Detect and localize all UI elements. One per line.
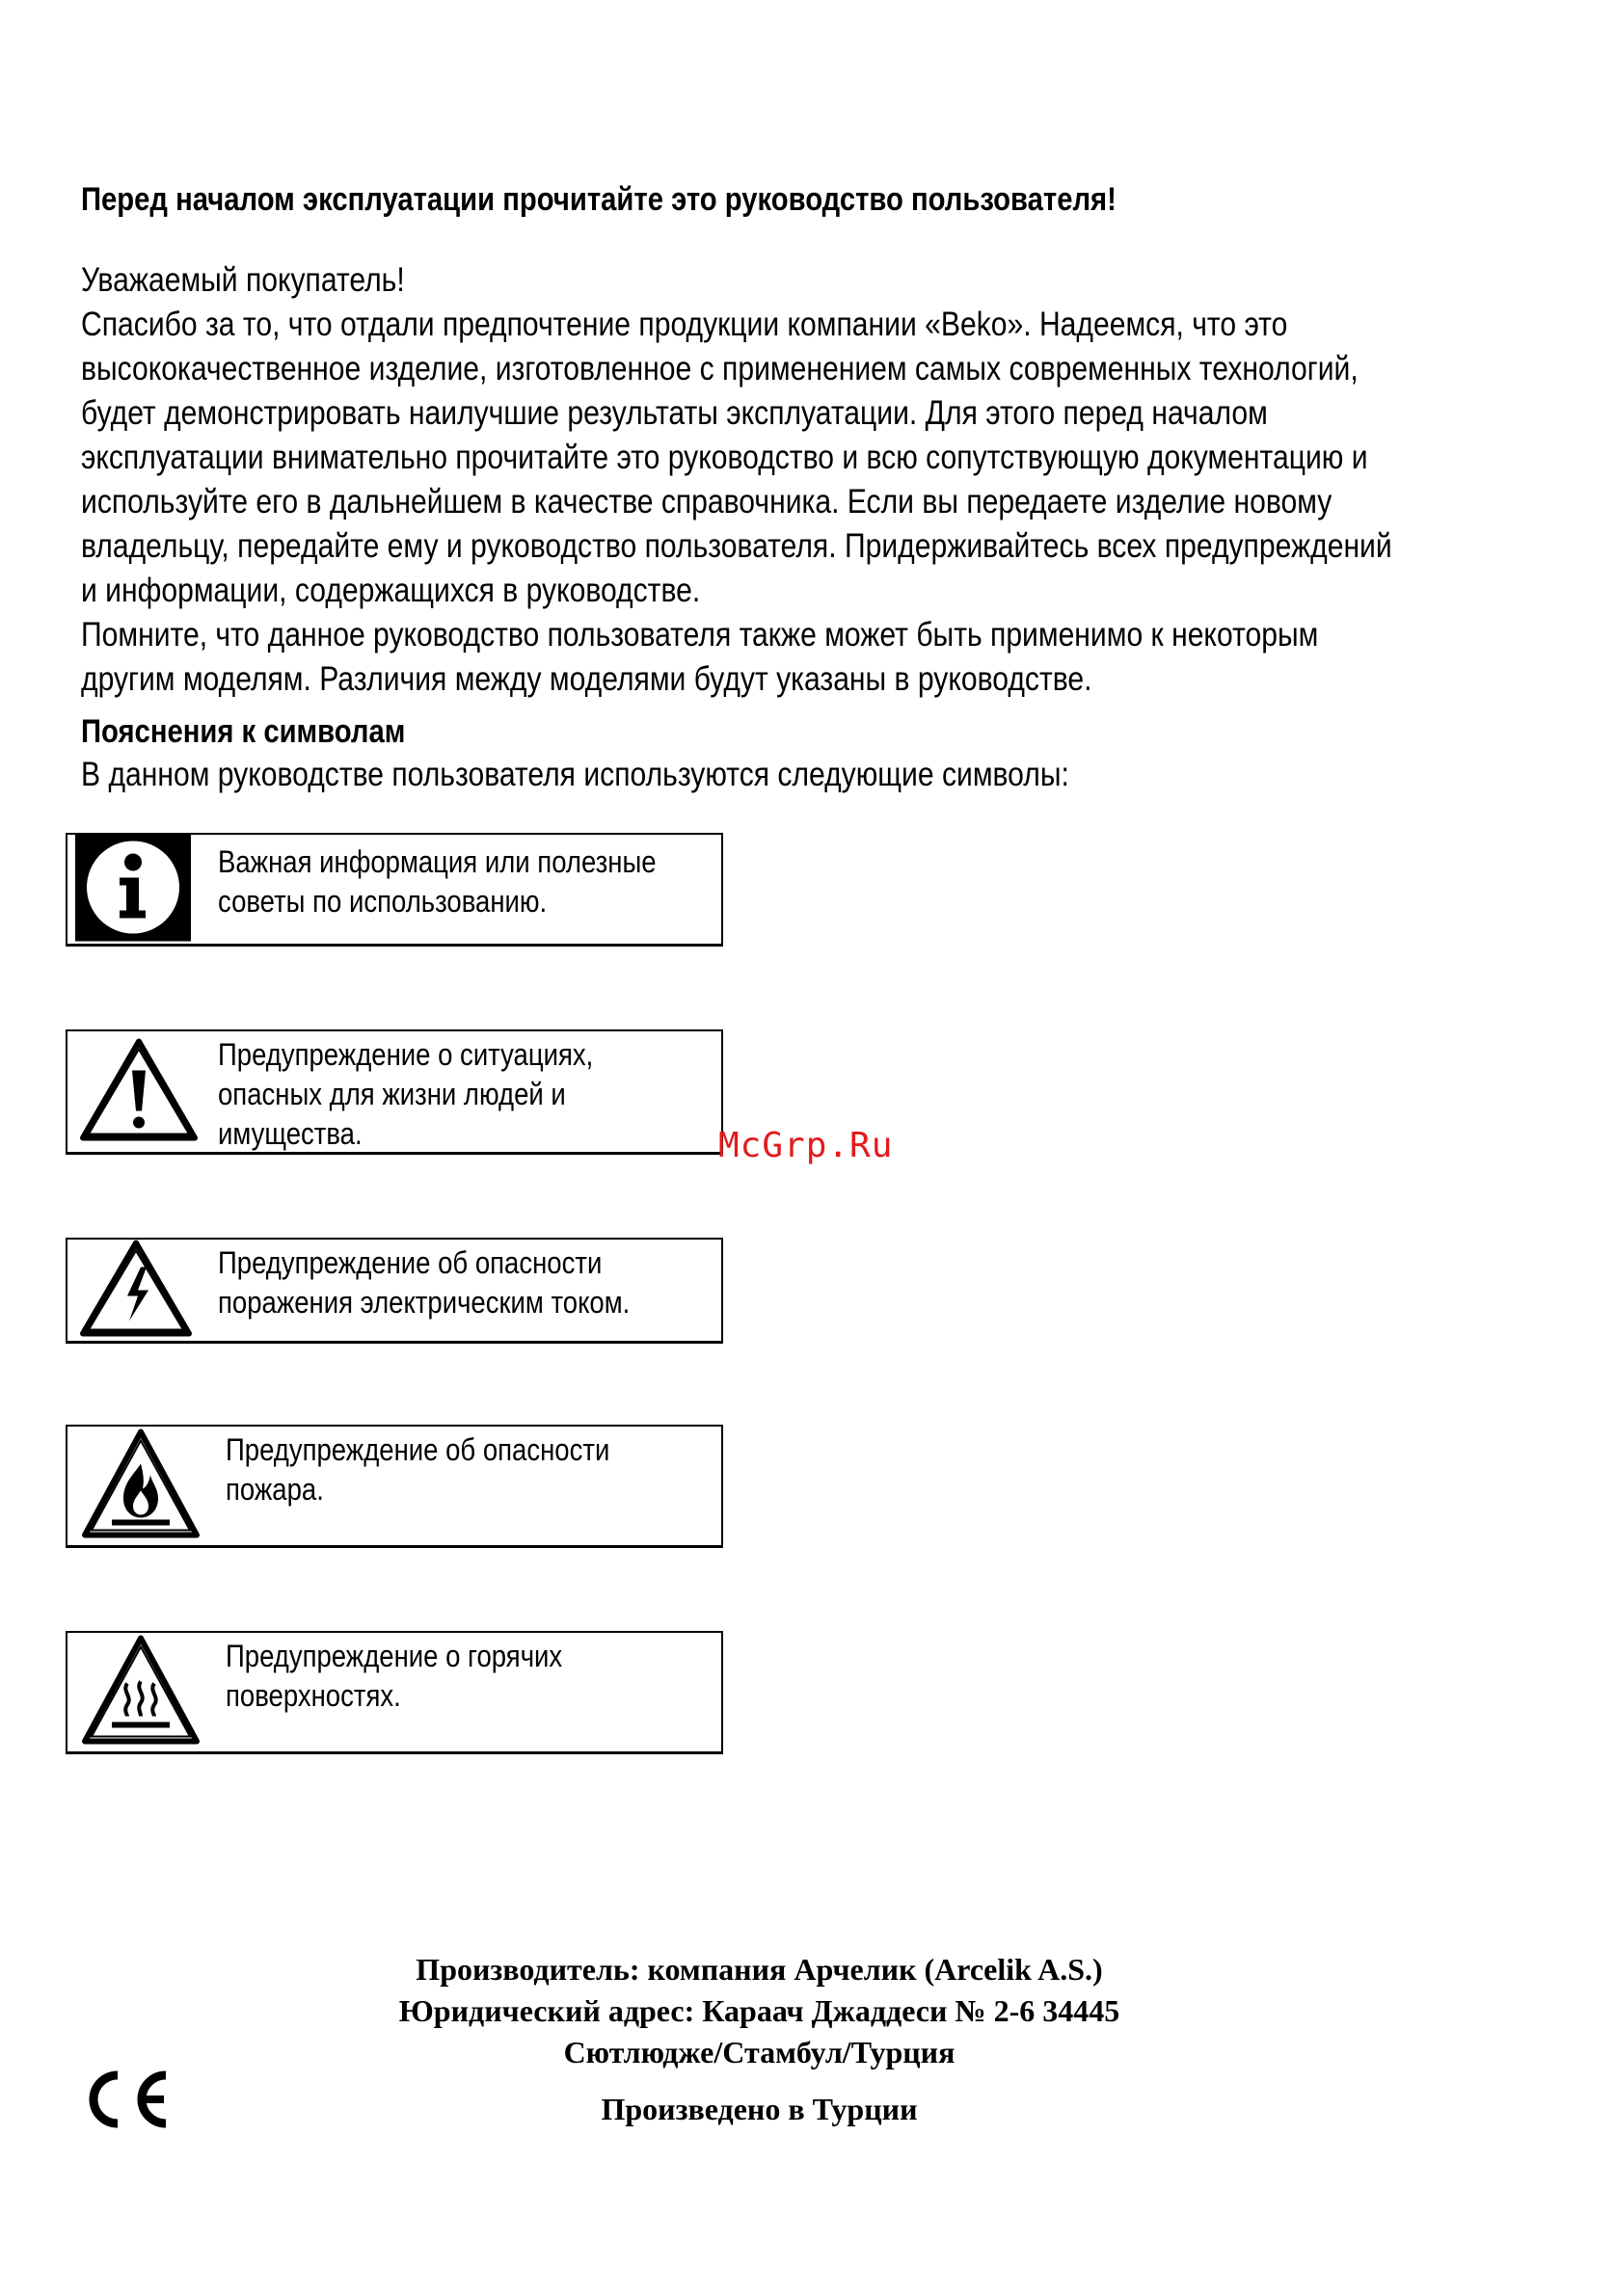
- symbol-text: Предупреждение о горячих поверхностях.: [226, 1639, 563, 1713]
- symbol-text: Предупреждение об опасности поражения электрическим током.: [218, 1245, 631, 1320]
- symbol-box-info: [66, 833, 723, 947]
- footer-line: Сютлюдже/Стамбул/Турция: [563, 2035, 956, 2069]
- intro-line: другим моделям. Различия между моделями будут указаны в руководстве.: [81, 660, 1092, 698]
- page-title: Перед началом эксплуатации прочитайте это руководство пользователя!: [81, 181, 1117, 218]
- warning-exclamation-icon: [77, 1035, 201, 1148]
- symbols-lead: В данном руководстве пользователя используются следующие символы:: [81, 756, 1069, 793]
- intro-line: и информации, содержащихся в руководстве.: [81, 572, 701, 609]
- ce-mark-icon: [77, 2066, 174, 2138]
- symbol-box-electric: [66, 1238, 723, 1344]
- intro-line: используйте его в дальнейшем в качестве справочника. Если вы передаете изделие новому: [81, 483, 1332, 521]
- symbol-text: Предупреждение об опасности пожара.: [226, 1432, 610, 1507]
- intro-line: Уважаемый покупатель!: [81, 261, 405, 299]
- hot-surface-icon: [79, 1633, 202, 1751]
- footer-line: Юридический адрес: Караач Джаддеси № 2-6 34445: [398, 1993, 1120, 2028]
- symbol-text: Важная информация или полезные советы по использованию.: [218, 844, 657, 919]
- symbols-heading: Пояснения к символам: [81, 713, 406, 750]
- symbol-box-fire: [66, 1425, 723, 1548]
- intro-line: Спасибо за то, что отдали предпочтение продукции компании «Beko». Надеемся, что это: [81, 306, 1288, 343]
- intro-line: эксплуатации внимательно прочитайте это руководство и всю сопутствующую документацию и: [81, 439, 1368, 476]
- watermark: McGrp.Ru: [718, 1126, 894, 1165]
- fire-hazard-icon: [79, 1427, 202, 1545]
- intro-line: высококачественное изделие, изготовленное с применением самых современных технологий,: [81, 350, 1359, 387]
- intro-text: [81, 258, 1507, 702]
- symbol-box-hot-surface: [66, 1631, 723, 1754]
- manufacturer-info: [222, 1949, 1297, 2073]
- symbol-text: Предупреждение о ситуациях, опасных для жизни людей и имущества.: [218, 1037, 594, 1151]
- footer-line: Производитель: компания Арчелик (Arcelik A.S.): [416, 1952, 1103, 1987]
- electric-shock-icon: [77, 1238, 195, 1343]
- intro-line: будет демонстрировать наилучшие результаты эксплуатации. Для этого перед началом: [81, 394, 1268, 432]
- intro-line: владельцу, передайте ему и руководство пользователя. Придерживайтесь всех предупреждений: [81, 527, 1392, 565]
- symbol-box-warning: [66, 1029, 723, 1155]
- made-in-text: Произведено в Турции: [601, 2092, 918, 2126]
- intro-line: Помните, что данное руководство пользователя также может быть применимо к некоторым: [81, 616, 1319, 654]
